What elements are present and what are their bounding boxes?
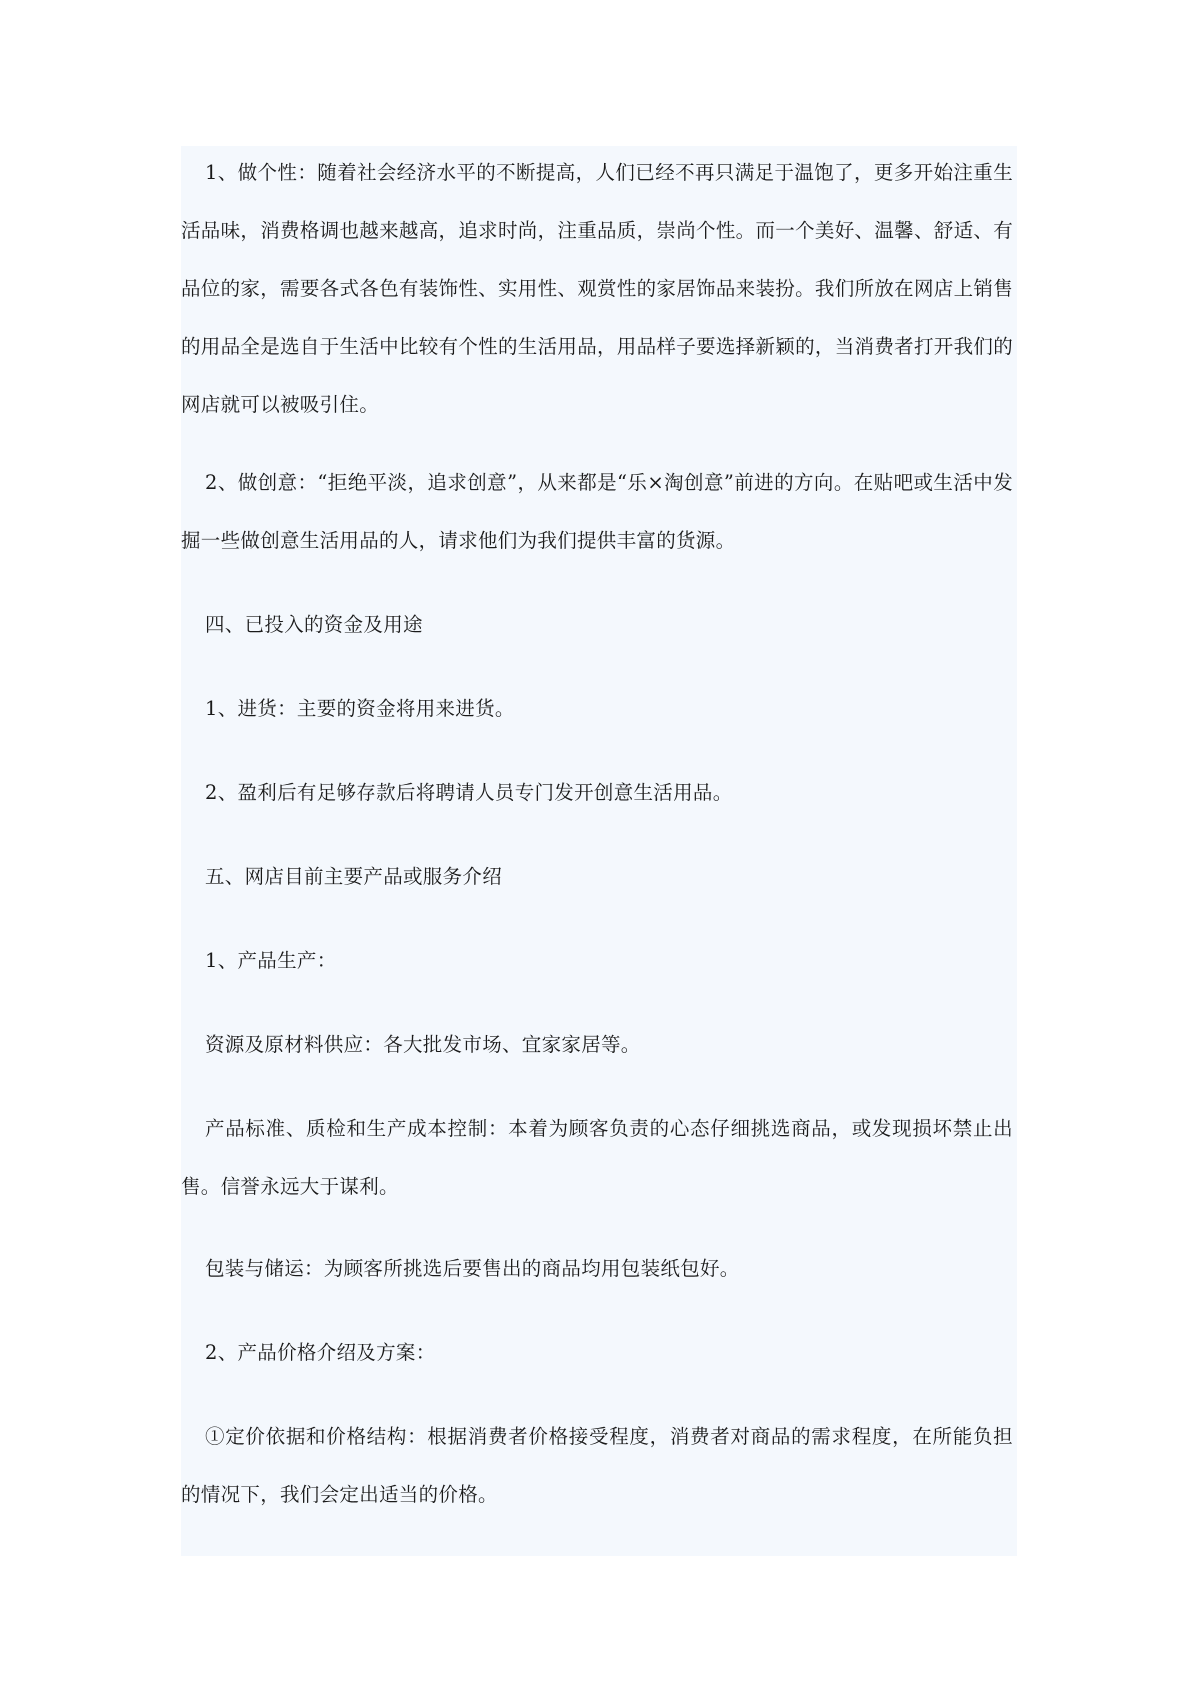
paragraph-pricing-basis: ①定价依据和价格结构：根据消费者价格接受程度，消费者对商品的需求程度，在所能负担的情况下，我们会定出适当的价格。	[181, 1425, 1013, 1506]
paragraph-purchasing: 1、进货：主要的资金将用来进货。	[205, 697, 515, 720]
paragraph-packaging: 包装与储运：为顾客所挑选后要售出的商品均用包装纸包好。	[205, 1257, 740, 1280]
paragraph-pricing-heading: 2、产品价格介绍及方案：	[205, 1341, 436, 1364]
paragraph-supply: 资源及原材料供应：各大批发市场、宜家家居等。	[205, 1033, 641, 1056]
paragraph-creativity: 2、做创意：“拒绝平淡，追求创意”，从来都是“乐×淘创意”前进的方向。在贴吧或生活中发掘一些做创意生活用品的人，请求他们为我们提供丰富的货源。	[181, 471, 1013, 552]
paragraph-hiring: 2、盈利后有足够存款后将聘请人员专门发开创意生活用品。	[205, 781, 733, 804]
paragraph-quality-control: 产品标准、质检和生产成本控制：本着为顾客负责的心态仔细挑选商品，或发现损坏禁止出售。信誉永远大于谋利。	[181, 1117, 1013, 1198]
section-heading-funds: 四、已投入的资金及用途	[205, 613, 423, 636]
section-heading-products: 五、网店目前主要产品或服务介绍	[205, 865, 503, 888]
paragraph-personality: 1、做个性：随着社会经济水平的不断提高，人们已经不再只满足于温饱了，更多开始注重生活品味，消费格调也越来越高，追求时尚，注重品质，崇尚个性。而一个美好、温馨、舒适、有品位的家，需要各式各色有装饰性、实用性、观赏性的家居饰品来装扮。我们所放在网店上销售的用品全是选自于生活中比较有个性的生活用品，用品样子要选择新颖的，当消费者打开我们的网店就可以被吸引住。	[181, 161, 1013, 416]
paragraph-production: 1、产品生产：	[205, 949, 337, 972]
